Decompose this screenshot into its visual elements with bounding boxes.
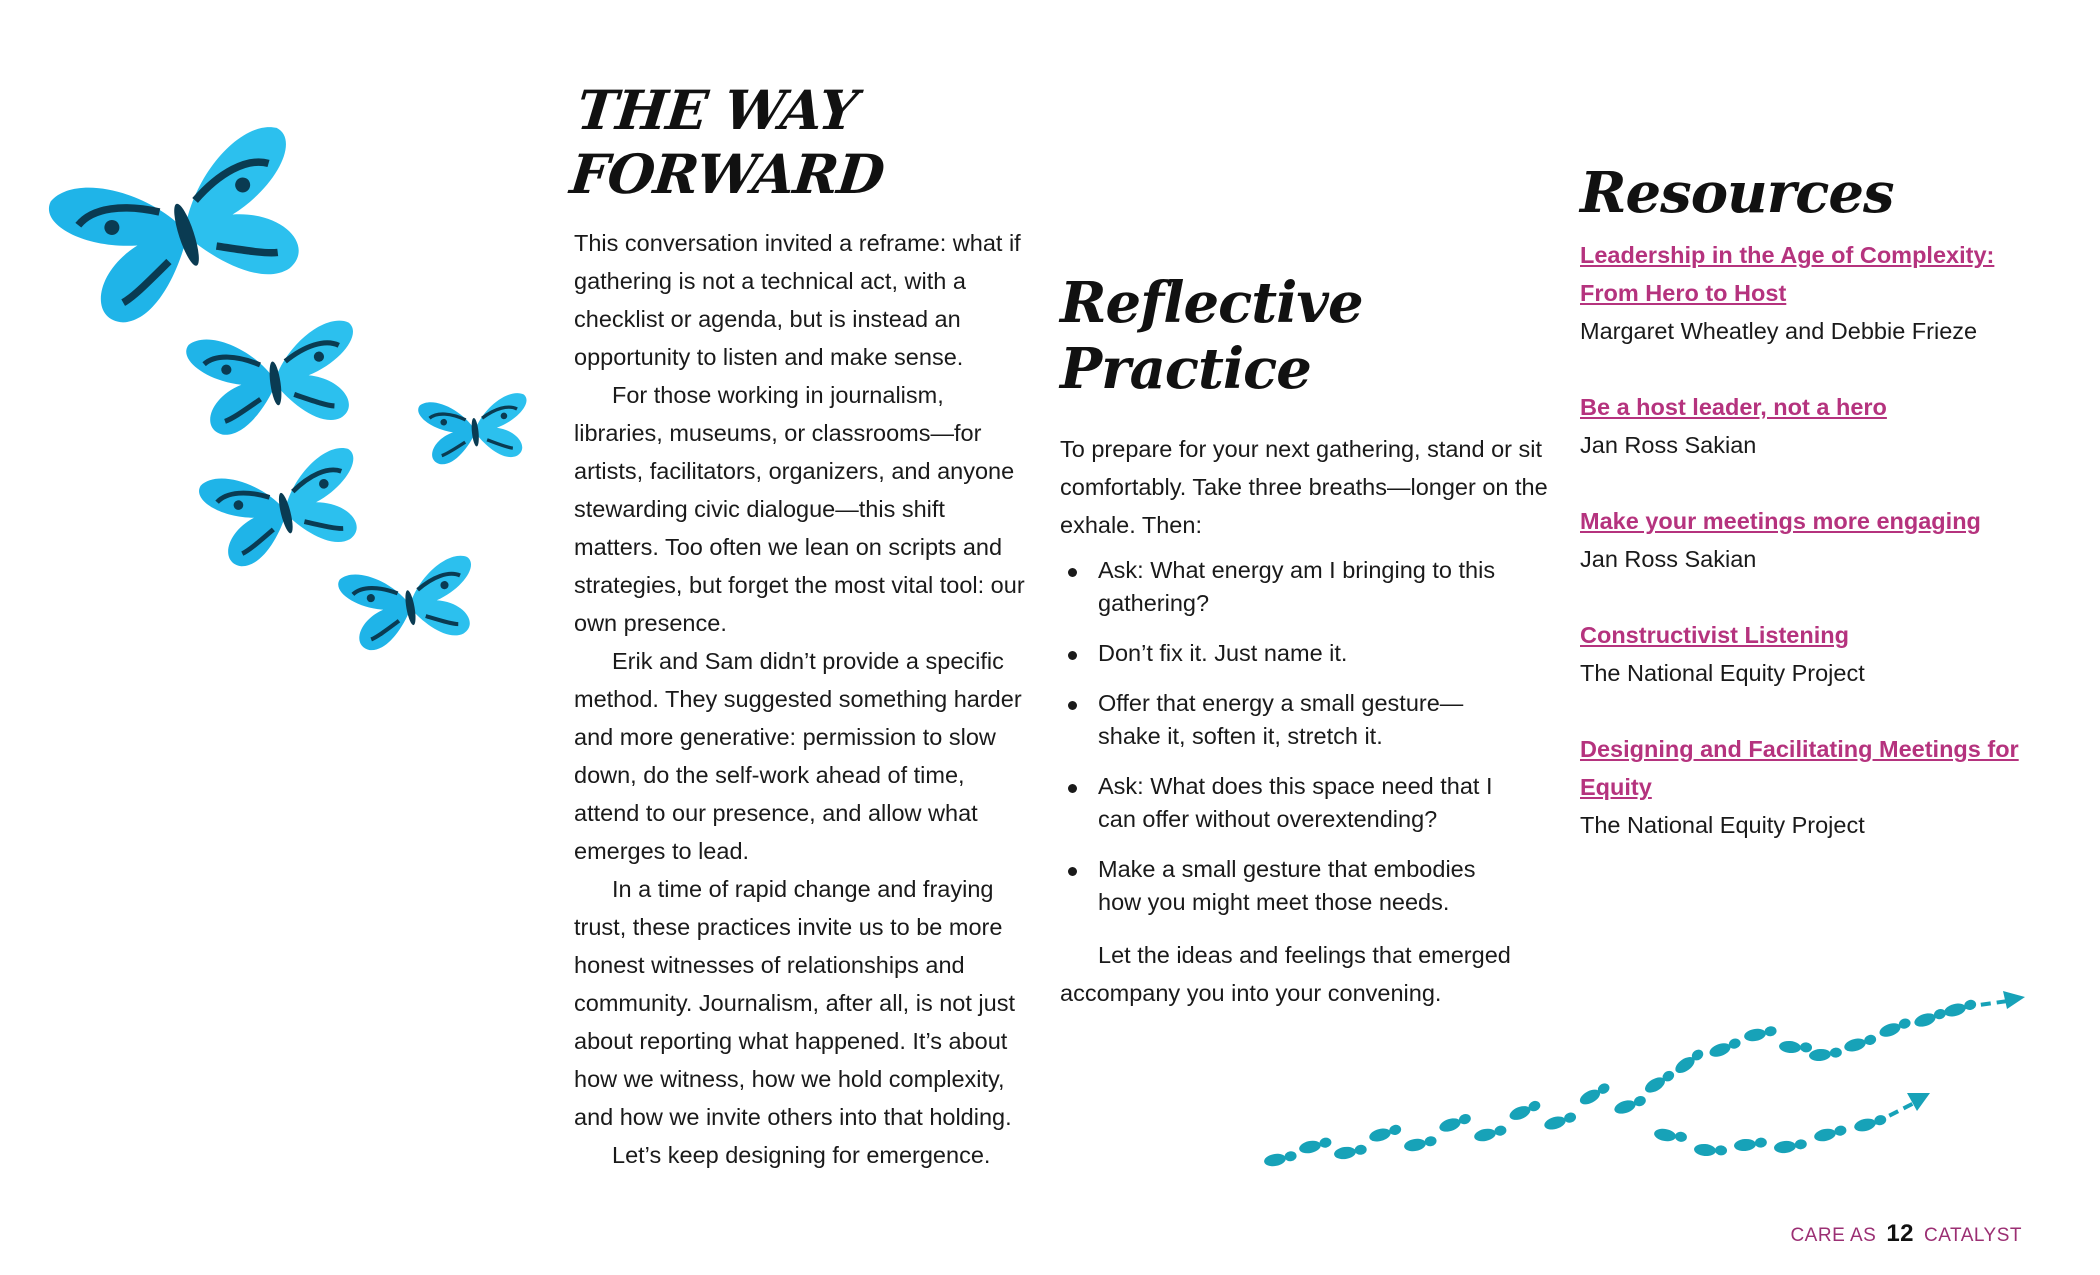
footer-right-label: CATALYST: [1924, 1225, 2022, 1246]
resource-item: [1580, 616, 2020, 692]
bullet-dot-icon: [1068, 784, 1077, 793]
resource-author: The National Equity Project: [1580, 812, 1865, 838]
butterflies-illustration: [15, 110, 535, 690]
article-column: [567, 78, 1034, 1174]
footer-left-label: CARE AS: [1790, 1225, 1877, 1246]
article-paragraph-5: Let’s keep designing for emergence.: [612, 1142, 991, 1168]
article-heading: THE WAY FORWARD: [567, 78, 887, 206]
butterfly-5: [337, 554, 483, 654]
resource-link-host-leader[interactable]: Be a host leader, not a hero: [1580, 394, 1887, 420]
bullet-dot-icon: [1068, 867, 1077, 876]
butterfly-2: [185, 319, 365, 439]
reflective-closing: Let the ideas and feelings that emerged accompany you into your convening.: [1060, 942, 1511, 1006]
reflective-practice-column: [1060, 270, 1550, 1012]
article-paragraph-3: Erik and Sam didn’t provide a specific method. They suggested something harder and more generative: permission to slow down, do the self-work ahead of time, attend to our presence, and allow what emerges to lead.: [574, 648, 1022, 864]
footprint-trail-upper: [1642, 999, 1977, 1096]
list-item: Don’t fix it. Just name it.: [1060, 637, 1508, 670]
footprints-illustration: [1255, 985, 2035, 1185]
page-footer: [1790, 1220, 2022, 1248]
bullet-dot-icon: [1068, 651, 1077, 660]
resource-item: [1580, 236, 2020, 350]
list-item: Ask: What does this space need that I can offer without overextending?: [1060, 770, 1508, 836]
resource-item: [1580, 388, 2020, 464]
bullet-dot-icon: [1068, 568, 1077, 577]
resource-author: The National Equity Project: [1580, 660, 1865, 686]
footprint-trail-lower: [1263, 1081, 1888, 1167]
list-item: Offer that energy a small gesture—shake it, soften it, stretch it.: [1060, 687, 1508, 753]
butterfly-3: [417, 392, 532, 466]
butterfly-large: [45, 122, 325, 335]
resource-link-constructivist-listening[interactable]: Constructivist Listening: [1580, 622, 1849, 648]
resource-item: [1580, 730, 2020, 844]
bullet-dot-icon: [1068, 701, 1077, 710]
resource-link-leadership-complexity[interactable]: Leadership in the Age of Complexity: From Hero to Host: [1580, 242, 1995, 306]
resource-author: Margaret Wheatley and Debbie Frieze: [1580, 318, 1978, 344]
resource-item: [1580, 502, 2020, 578]
resource-link-meetings-equity[interactable]: Designing and Facilitating Meetings for Equity: [1580, 736, 2019, 800]
list-item: Ask: What energy am I bringing to this gathering?: [1060, 554, 1508, 620]
reflective-intro: To prepare for your next gathering, stand or sit comfortably. Take three breaths—longer on the exhale. Then:: [1060, 436, 1548, 538]
article-paragraph-4: In a time of rapid change and fraying trust, these practices invite us to be more honest witnesses of relationships and community. Journalism, after all, is not just about reporting what happened. It’s about how we witness, how we hold complexity, and how we invite others into that holding.: [574, 876, 1015, 1130]
butterfly-4: [197, 445, 373, 572]
resource-author: Jan Ross Sakian: [1580, 432, 1757, 458]
reflective-list: [1060, 554, 1550, 919]
resource-link-engaging-meetings[interactable]: Make your meetings more engaging: [1580, 508, 1981, 534]
resource-author: Jan Ross Sakian: [1580, 546, 1757, 572]
resources-heading: Resources: [1580, 160, 1894, 226]
resources-column: [1580, 160, 2020, 882]
article-paragraph-1: This conversation invited a reframe: what if gathering is not a technical act, with a checklist or agenda, but is instead an opportunity to listen and make sense.: [574, 230, 1021, 370]
page-number: 12: [1886, 1220, 1915, 1247]
reflective-heading: Reflective Practice: [1060, 270, 1363, 402]
arrow-lower-icon: [1875, 1093, 1930, 1123]
article-paragraph-2: For those working in journalism, libraries, museums, or classrooms—for artists, facilitators, organizers, and anyone stewarding civic dialogue—this shift matters. Too often we lean on scripts and strategies, but forget the most vital tool: our own presence.: [574, 382, 1025, 636]
list-item: Make a small gesture that embodies how you might meet those needs.: [1060, 853, 1508, 919]
arrow-upper-icon: [1965, 991, 2025, 1009]
